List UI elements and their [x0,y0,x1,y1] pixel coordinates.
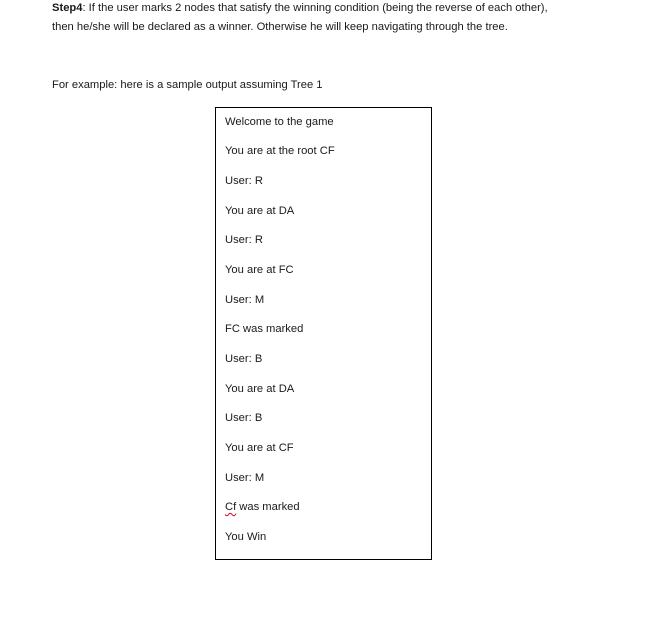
output-line: Welcome to the game [225,116,334,128]
output-line: User: M [225,472,265,484]
output-line-rest: was marked [236,501,300,513]
output-line: User: R [225,175,263,187]
output-line: You are at the root CF [225,145,335,157]
spellcheck-flagged-word: Cf [225,501,237,513]
output-line: You are at CF [225,442,294,454]
output-line: User: M [225,294,265,306]
output-line: You are at DA [225,383,295,395]
output-line: You Win [225,531,267,543]
step-text-line-1: : If the user marks 2 nodes that satisfy the winning condition (being the reverse of each other), [82,2,548,14]
output-line: You are at DA [225,205,295,217]
output-line: You are at FC [225,264,294,276]
step-text-line-2: then he/she will be declared as a winner. Otherwise he will keep navigating through the tree. [52,21,508,33]
output-line: User: B [225,353,263,365]
example-paragraph: For example: here is a sample output assuming Tree 1 [52,79,323,91]
step-paragraph [52,0,548,37]
output-line: FC was marked [225,323,304,335]
output-line: User: B [225,412,263,424]
output-line [225,499,300,515]
sample-output-box [215,107,432,560]
step-label: Step4 [52,2,83,14]
output-line: User: R [225,234,263,246]
